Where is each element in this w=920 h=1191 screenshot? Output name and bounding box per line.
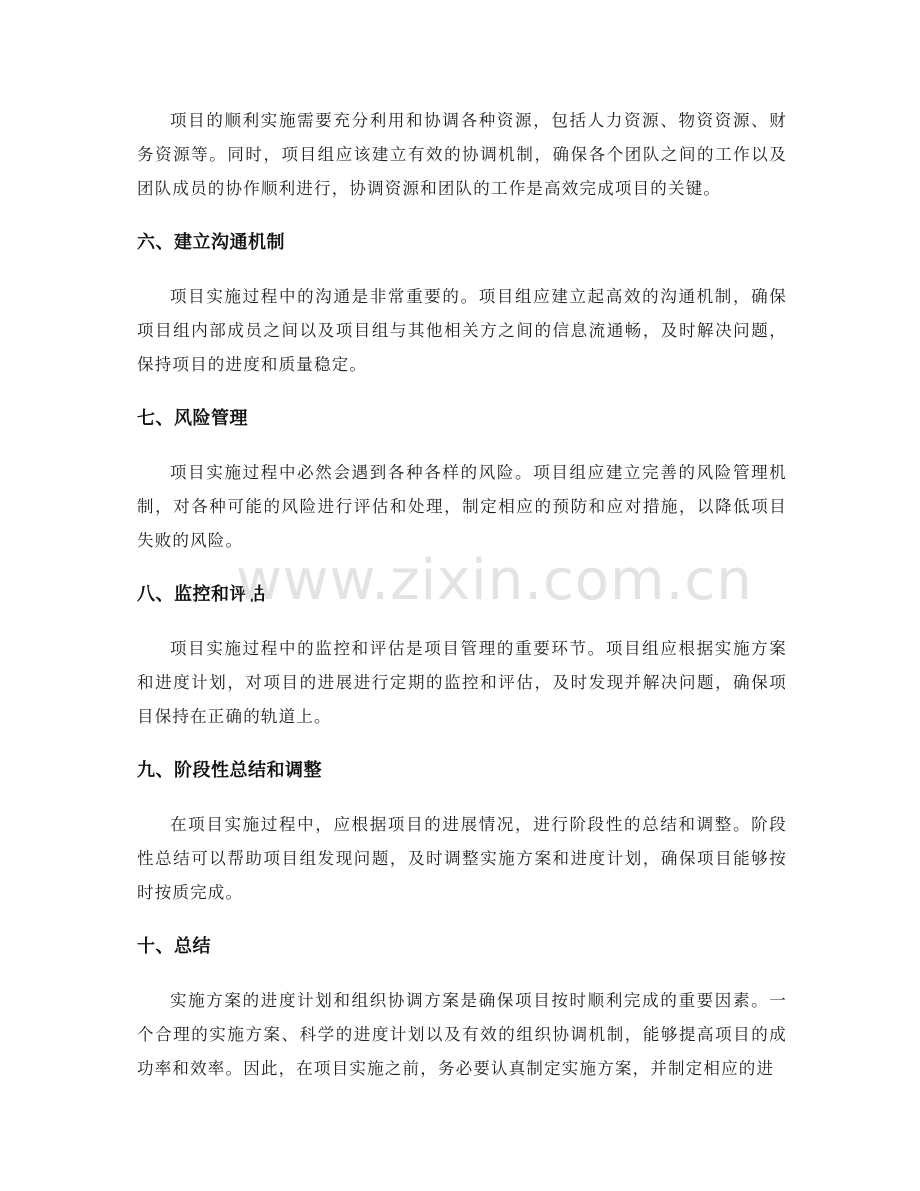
- section-summary: [137, 930, 787, 1086]
- section-heading: 七、风险管理: [137, 408, 248, 429]
- section-phase-review: [137, 754, 787, 930]
- watermark: www.zixin.com.cn: [236, 548, 753, 613]
- section-paragraph: 实施方案的进度计划和组织协调方案是确保项目按时顺利完成的重要因素。一个合理的实施方案、科学的进度计划以及有效的组织协调机制，能够提高项目的成功率和效率。因此，在项目实施之前，务必要认真制定实施方案，并制定相应的进: [137, 991, 787, 1078]
- intro-paragraph: 项目的顺利实施需要充分利用和协调各种资源，包括人力资源、物资资源、财务资源等。同时，项目组应该建立有效的协调机制，确保各个团队之间的工作以及团队成员的协作顺利进行，协调资源和团队的工作是高效完成项目的关键。: [137, 111, 787, 198]
- section-paragraph: 项目实施过程中的监控和评估是项目管理的重要环节。项目组应根据实施方案和进度计划，对项目的进展进行定期的监控和评估，及时发现并解决问题，确保项目保持在正确的轨道上。: [137, 639, 787, 726]
- section-risk-management: [137, 402, 787, 578]
- section-paragraph: 在项目实施过程中，应根据项目的进展情况，进行阶段性的总结和调整。阶段性总结可以帮助项目组发现问题，及时调整实施方案和进度计划，确保项目能够按时按质完成。: [137, 815, 787, 902]
- section-heading: 六、建立沟通机制: [137, 232, 285, 253]
- section-heading: 十、总结: [137, 936, 211, 957]
- section-paragraph: 项目实施过程中必然会遇到各种各样的风险。项目组应建立完善的风险管理机制，对各种可能的风险进行评估和处理，制定相应的预防和应对措施，以降低项目失败的风险。: [137, 463, 787, 550]
- section-monitoring: [137, 578, 787, 754]
- document-body: [137, 104, 787, 1086]
- section-communication: [137, 226, 787, 402]
- section-heading: 八、监控和评估: [137, 584, 267, 605]
- section-paragraph: 项目实施过程中的沟通是非常重要的。项目组应建立起高效的沟通机制，确保项目组内部成员之间以及项目组与其他相关方之间的信息流通畅，及时解决问题，保持项目的进度和质量稳定。: [137, 287, 787, 374]
- section-heading: 九、阶段性总结和调整: [137, 760, 322, 781]
